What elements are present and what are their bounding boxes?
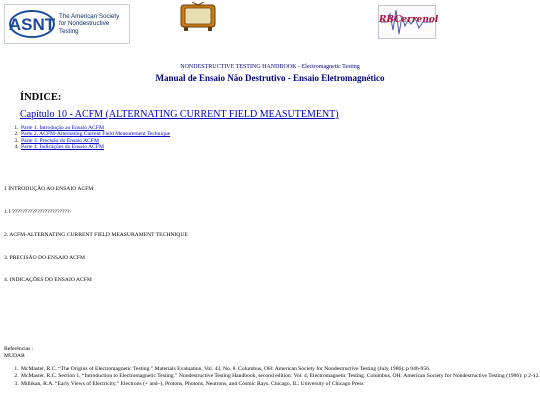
references-subtitle: MUDAR (4, 353, 25, 359)
section-4-heading: 4. INDICAÇÕES DO ENSAIO ACFM (4, 277, 92, 283)
section-1-1-heading: 1.1 ??????????????????????? (4, 209, 70, 215)
asnt-line-1: The American Society (59, 13, 120, 21)
asnt-mark-icon (8, 7, 56, 41)
section-1-heading: 1 INTRODUÇÃO AO ENSAIO ACFM (4, 186, 94, 192)
reference-item: 2. McMaster, R.C. Section 1, “Introduction to Electromagnetic Testing.” Nondestructive Testing Handbook, second edition: Vol. 4, Electromagnetic Testing. Columbus, OH: American Society for Nondestructive Testing (1986): p 2-12. (20, 373, 540, 379)
asnt-line-2: for Nondestructive Testing (59, 20, 110, 35)
rbcerrenol-logo[interactable] (378, 5, 439, 39)
chapter-heading (20, 109, 339, 120)
section-3-heading: 3. PRECISÃO DO ENSAIO ACFM (4, 255, 85, 261)
handbook-line: NONDESTRUCTIVE TESTING HANDBOOK - Electromagnetic Testing (180, 64, 360, 70)
rbcerrenol-text: RBCerrenol (379, 15, 439, 25)
reference-item: 3. Millikan, R.A. “Early Views of Electricity.” Electrons (+ and–), Protons, Photons, Neutrons, and Cosmic Rays. Chicago, IL: University of Chicago Press (20, 381, 540, 387)
chapter-link[interactable]: Capítulo 10 - ACFM (ALTERNATING CURRENT FIELD MEASUTEMENT) (20, 109, 339, 120)
toc-link-part-1[interactable]: Parte 1. Introdução ao Ensaio ACFM (21, 125, 104, 131)
section-2-heading: 2. ACFM-ALTERNATING CURRENT FIELD MEASURAMENT TECHNIQUE (4, 232, 188, 238)
asnt-text (59, 13, 129, 35)
svg-text:ASNT: ASNT (8, 15, 56, 34)
asnt-logo[interactable] (4, 4, 130, 44)
toc-link-part-2[interactable]: Parte 2. ACFM-Alternating Current Field Measurement Technique (21, 131, 171, 138)
toc-link-part-3[interactable]: Parte 3. Precisão do Ensaio ACFM (21, 137, 99, 144)
reference-item: 1. McMaster, R.C. “The Origins of Electromagnetic Testing.” Materials Evaluation. Vol. 43, No. 8. Columbus, OH: American Society for Nondestructive Testing (July 1986): p 946-956. (20, 366, 540, 372)
toc-link-part-4[interactable]: Parte 4. Indicações do Ensaio ACFM (21, 144, 104, 151)
toc-list (14, 125, 170, 151)
references-title: Referências : (4, 346, 34, 352)
toc-item (20, 144, 170, 150)
page-title: Manual de Ensaio Não Destrutivo - Ensaio Eletromagnético (155, 73, 385, 83)
indice-heading: ÍNDICE: (20, 92, 62, 103)
references-list (14, 366, 540, 388)
tv-icon[interactable] (176, 2, 220, 32)
